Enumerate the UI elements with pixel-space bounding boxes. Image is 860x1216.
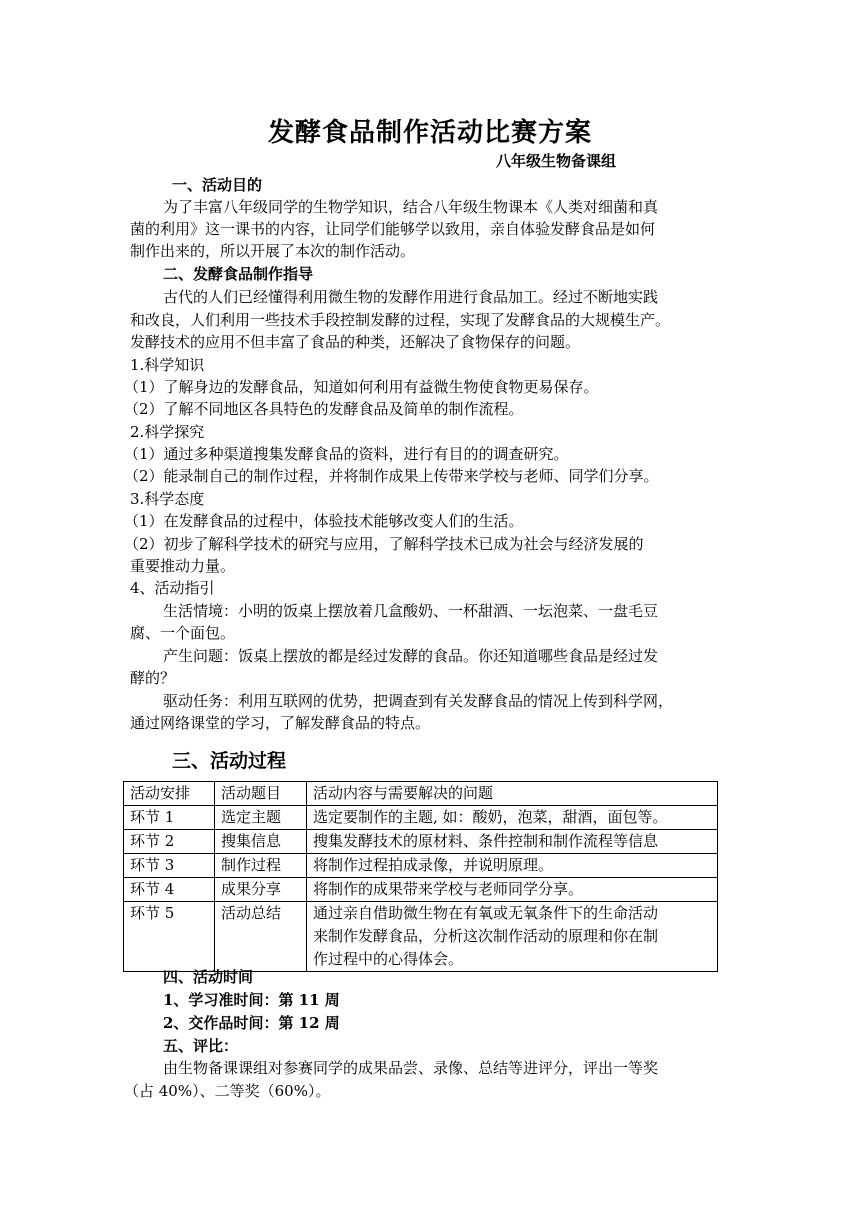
table-row <box>124 806 718 830</box>
table-header-cell: 活动安排 <box>124 782 215 806</box>
attitude-heading: 3.科学态度 <box>130 490 205 508</box>
table-row <box>124 854 718 878</box>
cell-line: 作过程中的心得体会。 <box>313 950 464 968</box>
table-cell: 将制作过程拍成录像，并说明原理。 <box>307 854 718 878</box>
cell-line: 来制作发酵食品，分析这次制作活动的原理和你在制 <box>313 927 659 945</box>
guide-heading: 4、活动指引 <box>130 579 215 597</box>
inquiry-item: （2）能录制自己的制作过程，并将制作成果上传带来学校与老师、同学们分享。 <box>124 467 659 485</box>
cell-line: 通过亲自借助微生物在有氧或无氧条件下的生命活动 <box>313 904 659 922</box>
inquiry-item: （1）通过多种渠道搜集发酵食品的资料，进行有目的的调查研究。 <box>124 445 569 463</box>
knowledge-item: （1）了解身边的发酵食品，知道如何利用有益微生物使食物更易保存。 <box>124 378 599 396</box>
paragraph-line: 和改良，人们利用一些技术手段控制发酵的过程，实现了发酵食品的大规模生产。 <box>130 311 671 329</box>
guide-item: 驱动任务：利用互联网的优势，把调查到有关发酵食品的情况上传到科学网， <box>163 692 674 710</box>
table-cell: 搜集信息 <box>215 830 307 854</box>
paragraph-line: （占 40%）、二等奖（60%）。 <box>124 1082 331 1100</box>
paragraph-line: 制作出来的，所以开展了本次的制作活动。 <box>130 242 416 260</box>
table-header-row <box>124 782 718 806</box>
guide-item: 生活情境：小明的饭桌上摆放着几盒酸奶、一杯甜酒、一坛泡菜、一盘毛豆 <box>163 602 659 620</box>
table-cell: 搜集发酵技术的原材料、条件控制和制作流程等信息 <box>307 830 718 854</box>
table-cell: 选定要制作的主题, 如：酸奶，泡菜，甜酒，面包等。 <box>307 806 718 830</box>
paragraph-line: 古代的人们已经懂得利用微生物的发酵作用进行食品加工。经过不断地实践 <box>163 288 659 306</box>
table-cell-multiline <box>307 902 718 972</box>
table-cell: 环节 3 <box>124 854 215 878</box>
paragraph-line: 由生物备课课组对参赛同学的成果品尝、录像、总结等进评分，评出一等奖 <box>163 1059 659 1077</box>
table-cell: 环节 1 <box>124 806 215 830</box>
section5-heading: 五、评比： <box>163 1037 239 1055</box>
guide-item: 产生问题：饭桌上摆放的都是经过发酵的食品。你还知道哪些食品是经过发 <box>163 647 659 665</box>
time-item: 1、学习准时间：第 11 周 <box>163 991 340 1009</box>
table-cell: 将制作的成果带来学校与老师同学分享。 <box>307 878 718 902</box>
knowledge-heading: 1.科学知识 <box>130 356 205 374</box>
table-cell: 成果分享 <box>215 878 307 902</box>
table-cell: 活动总结 <box>215 902 307 972</box>
table-cell: 环节 4 <box>124 878 215 902</box>
document-subtitle: 八年级生物备课组 <box>496 152 617 170</box>
attitude-item-continued: 重要推动力量。 <box>130 557 236 575</box>
knowledge-item: （2）了解不同地区各具特色的发酵食品及简单的制作流程。 <box>124 400 524 418</box>
table-row <box>124 830 718 854</box>
section4-heading: 四、活动时间 <box>163 968 254 986</box>
table-row <box>124 902 718 972</box>
inquiry-heading: 2.科学探究 <box>130 423 205 441</box>
paragraph-line: 菌的利用》这一课书的内容，让同学们能够学以致用，亲自体验发酵食品是如何 <box>130 220 656 238</box>
table-header-cell: 活动题目 <box>215 782 307 806</box>
paragraph-line: 为了丰富八年级同学的生物学知识，结合八年级生物课本《人类对细菌和真 <box>163 198 659 216</box>
attitude-item: （1）在发酵食品的过程中，体验技术能够改变人们的生活。 <box>124 512 524 530</box>
section2-heading: 二、发酵食品制作指导 <box>163 265 314 283</box>
table-header-cell: 活动内容与需要解决的问题 <box>307 782 718 806</box>
table-cell: 环节 2 <box>124 830 215 854</box>
document-title: 发酵食品制作活动比赛方案 <box>267 118 592 148</box>
guide-item-continued: 腐、一个面包。 <box>130 624 236 642</box>
table-cell: 制作过程 <box>215 854 307 878</box>
process-table <box>123 781 718 972</box>
section1-heading: 一、活动目的 <box>172 176 263 194</box>
section3-heading: 三、活动过程 <box>172 750 287 772</box>
guide-item-continued: 酵的？ <box>130 669 176 687</box>
table-cell: 环节 5 <box>124 902 215 972</box>
paragraph-line: 发酵技术的应用不但丰富了食品的种类，还解决了食物保存的问题。 <box>130 333 581 351</box>
attitude-item: （2）初步了解科学技术的研究与应用，了解科学技术已成为社会与经济发展的 <box>124 535 644 553</box>
table-cell: 选定主题 <box>215 806 307 830</box>
time-item: 2、交作品时间：第 12 周 <box>163 1014 340 1032</box>
table-row <box>124 878 718 902</box>
guide-item-continued: 通过网络课堂的学习，了解发酵食品的特点。 <box>130 714 431 732</box>
